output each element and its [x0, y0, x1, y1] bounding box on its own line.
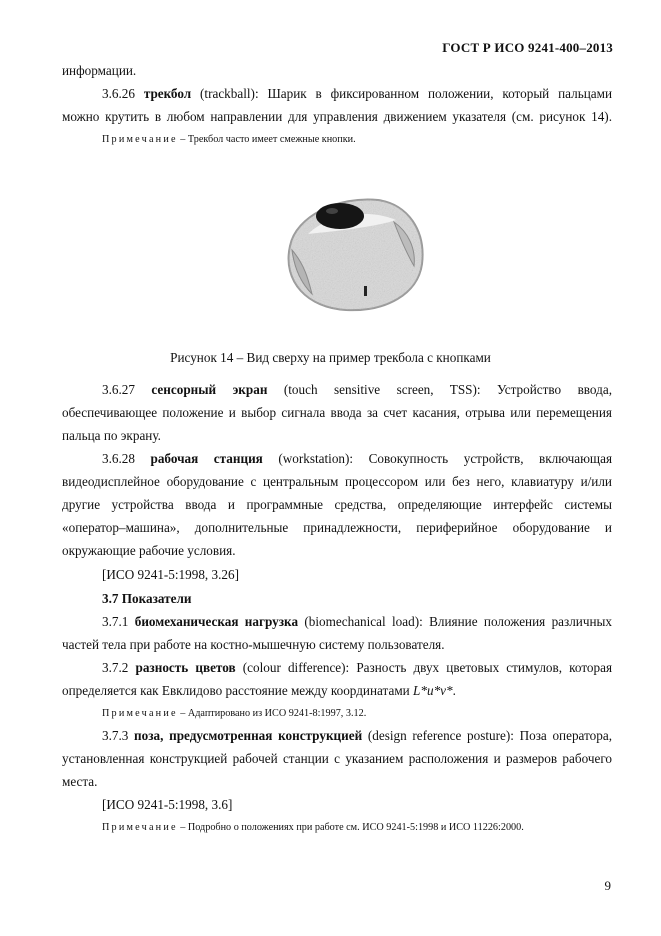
trackball-figure [268, 186, 428, 316]
term-ru-word1: сенсорный [151, 382, 217, 397]
note-text: – Трекбол часто имеет смежные кнопки. [180, 134, 356, 145]
term-3-7-2-line1 [102, 659, 612, 677]
term-3-6-28-line4: «оператор–машина», дополнительные принадлежности, периферийное оборудование и [62, 520, 612, 535]
trackball-image [268, 186, 428, 316]
term-3-6-26-line1 [102, 85, 612, 103]
note-label: Примечание [102, 708, 178, 719]
definition-end: . [452, 683, 456, 698]
term-number: 3.7.2 [102, 660, 129, 675]
term-3-6-28-line1 [102, 450, 612, 468]
term-ru-word1: рабочая [150, 451, 199, 466]
note-text: – Подробно о положениях при работе см. ИСО 9241-5:1998 и ИСО 11226:2000. [180, 822, 524, 833]
note-3-7-3 [102, 822, 524, 833]
note-text: – Адаптировано из ИСО 9241-8:1997, 3.12. [180, 708, 367, 719]
definition-word1: Совокупность [368, 451, 449, 466]
term-ru-word2: экран [232, 382, 268, 397]
term-ru: поза, предусмотренная конструкцией [134, 728, 363, 743]
paragraph-continuation: информации. [62, 63, 137, 78]
term-en: (biomechanical load): [304, 614, 423, 629]
page-number: 9 [604, 878, 611, 893]
term-3-6-28-line5: окружающие рабочие условия. [62, 543, 236, 558]
trackball-ball [316, 203, 364, 229]
definition-word1: Устройство [497, 382, 562, 397]
term-3-7-3-line3: места. [62, 774, 98, 789]
term-3-7-1-line2: частей тела при работе на костно-мышечную систему пользователя. [62, 637, 445, 652]
term-en: (colour difference): [242, 660, 350, 675]
term-en-word4: TSS): [449, 382, 481, 397]
term-ru: биомеханическая нагрузка [134, 614, 299, 629]
section-heading-3-7: 3.7 Показатели [102, 591, 192, 606]
term-en-word3: screen, [396, 382, 434, 397]
term-ru: разность цветов [135, 660, 236, 675]
note-3-7-2 [102, 708, 366, 719]
term-3-7-2-line2 [62, 682, 612, 700]
term-number: 3.6.28 [102, 451, 135, 466]
term-3-6-27-line3: пальца по экрану. [62, 428, 161, 443]
term-number: 3.6.26 [102, 86, 135, 101]
definition-text: Поза оператора, [519, 728, 612, 743]
definition-text: Разность двух цветовых стимулов, которая [356, 660, 613, 675]
definition-word2: устройств, [463, 451, 524, 466]
document-header: ГОСТ Р ИСО 9241-400–2013 [442, 40, 613, 55]
term-3-7-3-line1 [102, 727, 612, 745]
term-3-6-27-line1 [102, 381, 612, 399]
figure-caption: Рисунок 14 – Вид сверху на пример трекбола с кнопками [170, 350, 491, 365]
term-en: (workstation): [278, 451, 354, 466]
term-ru-word2: станция [213, 451, 263, 466]
definition-word2: ввода, [577, 382, 612, 397]
term-en-word2: sensitive [334, 382, 381, 397]
definition-text: определяется как Евклидово расстояние между координатами [62, 683, 414, 698]
definition-word3: включающая [539, 451, 613, 466]
reference-3-6-28: [ИСО 9241-5:1998, 3.26] [102, 567, 239, 582]
term-number: 3.7.1 [102, 614, 129, 629]
term-en: (design reference posture): [367, 728, 514, 743]
term-ru: трекбол [143, 86, 192, 101]
reference-3-7-3: [ИСО 9241-5:1998, 3.6] [102, 797, 233, 812]
term-en: (trackball): [200, 86, 259, 101]
term-3-6-28-line3: другие устройства ввода и программные средства, определяющие интерфейс системы [62, 497, 612, 512]
term-3-6-28-line2: видеодисплейное оборудование с центральным процессором или без него, клавиатуру и/или [62, 474, 612, 489]
term-en-word1: (touch [283, 382, 318, 397]
note-label: Примечание [102, 822, 178, 833]
term-3-6-27-line2: обеспечивающее положение и выбор сигнала ввода за счет касания, отрыва или перемещения [62, 405, 612, 420]
term-3-7-3-line2: установленная конструкцией рабочей станции с указанием расположения и размеров рабочего [62, 751, 612, 766]
color-space-symbol: L*u*v* [413, 683, 453, 698]
term-3-7-1-line1 [102, 613, 612, 631]
definition-text: Влияние положения различных [429, 614, 613, 629]
term-number: 3.7.3 [102, 728, 129, 743]
note-3-6-26 [102, 134, 356, 145]
definition-text: Шарик в фиксированном положении, который пальцами [267, 86, 613, 101]
note-label: Примечание [102, 134, 178, 145]
term-number: 3.6.27 [102, 382, 135, 397]
term-3-6-26-line2: можно крутить в любом направлении для управления движением указателя (см. рисунок 14). [62, 109, 612, 124]
